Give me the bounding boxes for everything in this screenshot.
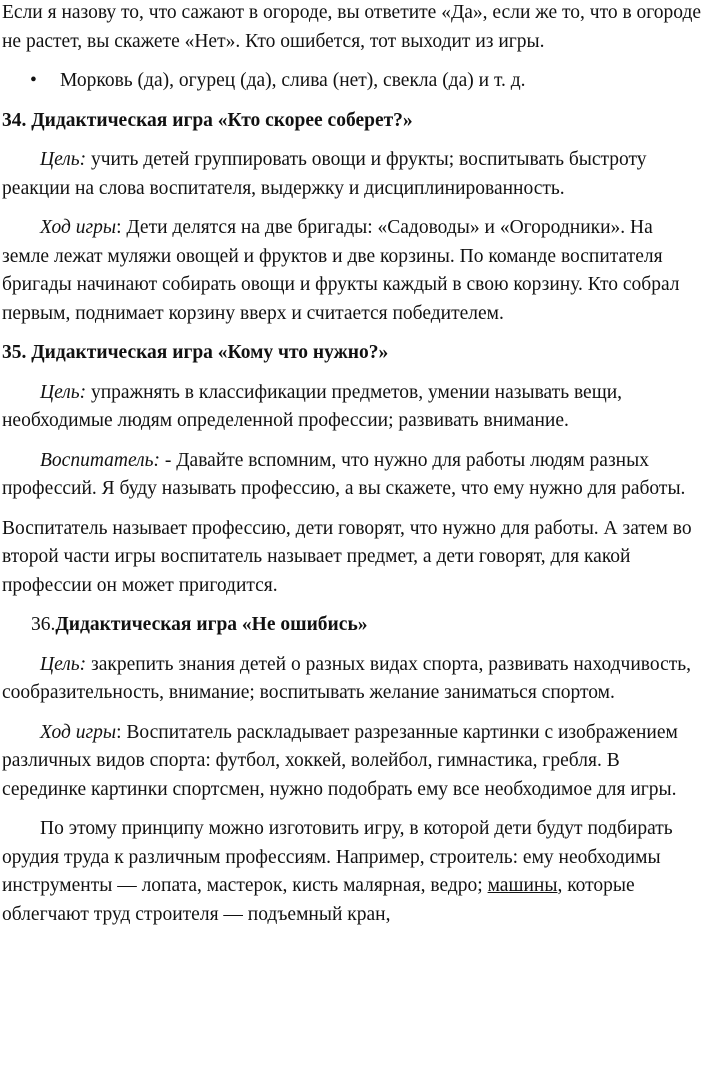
machines-link[interactable]: машины (487, 875, 558, 896)
list-item (2, 67, 704, 96)
section-heading-34: 34. Дидактическая игра «Кто скорее соберет?» (2, 109, 413, 131)
body-paragraph-35: Воспитатель называет профессию, дети говорят, что нужно для работы. А затем во второй части игры воспитатель называет предмет, а дети говорят, для какой профессии он может пригодится. (2, 517, 692, 596)
section-heading-35: 35. Дидактическая игра «Кому что нужно?» (2, 342, 389, 363)
body-text-end: , которые облегчают труд строителя — подъемный кран, (2, 875, 635, 925)
goal-paragraph-36 (2, 651, 704, 708)
game-move-label: Ход игры (40, 217, 117, 238)
goal-paragraph-35 (2, 379, 704, 436)
game-move-paragraph-34 (2, 214, 704, 328)
intro-paragraph: Если я назову то, что сажают в огороде, вы ответите «Да», если же то, что в огороде не растет, вы скажете «Нет». Кто ошибется, тот выходит из игры. (2, 2, 702, 52)
section-title: Дидактическая игра «Не ошибись» (55, 614, 368, 635)
section-number: 36. (31, 614, 56, 635)
list-item-text: Морковь (да), огурец (да), слива (нет), свекла (да) и т. д. (60, 70, 526, 91)
goal-text: закрепить знания детей о разных видах спорта, развивать находчивость, сообразительность, внимание; воспитывать желание заниматься спортом. (2, 653, 692, 703)
game-move-label: Ход игры (40, 721, 117, 743)
body-paragraph-36 (2, 815, 704, 929)
goal-text: упражнять в классификации предметов, умении называть вещи, необходимые людям определенной профессии; развивать внимание. (2, 381, 623, 431)
section-heading-36 (2, 611, 704, 640)
goal-label: Цель: (40, 149, 87, 170)
body-text-start: По этому принципу можно изготовить игру, в которой дети будут подбирать орудия труда к различным профессиям. Например, строитель: ему необходимы инструменты — лопата, мастерок, кисть малярная, ведро; (2, 818, 673, 896)
goal-paragraph-34 (2, 146, 704, 203)
game-move-paragraph-36 (2, 719, 704, 805)
goal-label: Цель: (40, 381, 87, 403)
game-move-text: : Воспитатель раскладывает разрезанные картинки с изображением различных видов спорта: футбол, хоккей, волейбол, гимнастика, гребля. В серединке картинки спортсмен, нужно подобрать ему все необходимое для игры. (2, 721, 678, 800)
teacher-text: - Давайте вспомним, что нужно для работы людям разных профессий. Я буду называть профессию, а вы скажете, что ему нужно для работы. (2, 449, 686, 499)
teacher-label: Воспитатель: (40, 449, 161, 471)
bullet-icon: • (30, 70, 37, 91)
game-move-text: : Дети делятся на две бригады: «Садоводы» и «Огородники». На земле лежат муляжи овощей и фруктов и две корзины. По команде воспитателя бригады начинают собирать овощи и фрукты каждый в свою корзину. Кто собрал первым, поднимает корзину вверх и считается победителем. (2, 217, 680, 324)
goal-label: Цель: (40, 653, 87, 675)
goal-text: учить детей группировать овощи и фрукты; воспитывать быстроту реакции на слова воспитателя, выдержку и дисциплинированность. (2, 149, 647, 199)
teacher-paragraph-35 (2, 447, 704, 504)
